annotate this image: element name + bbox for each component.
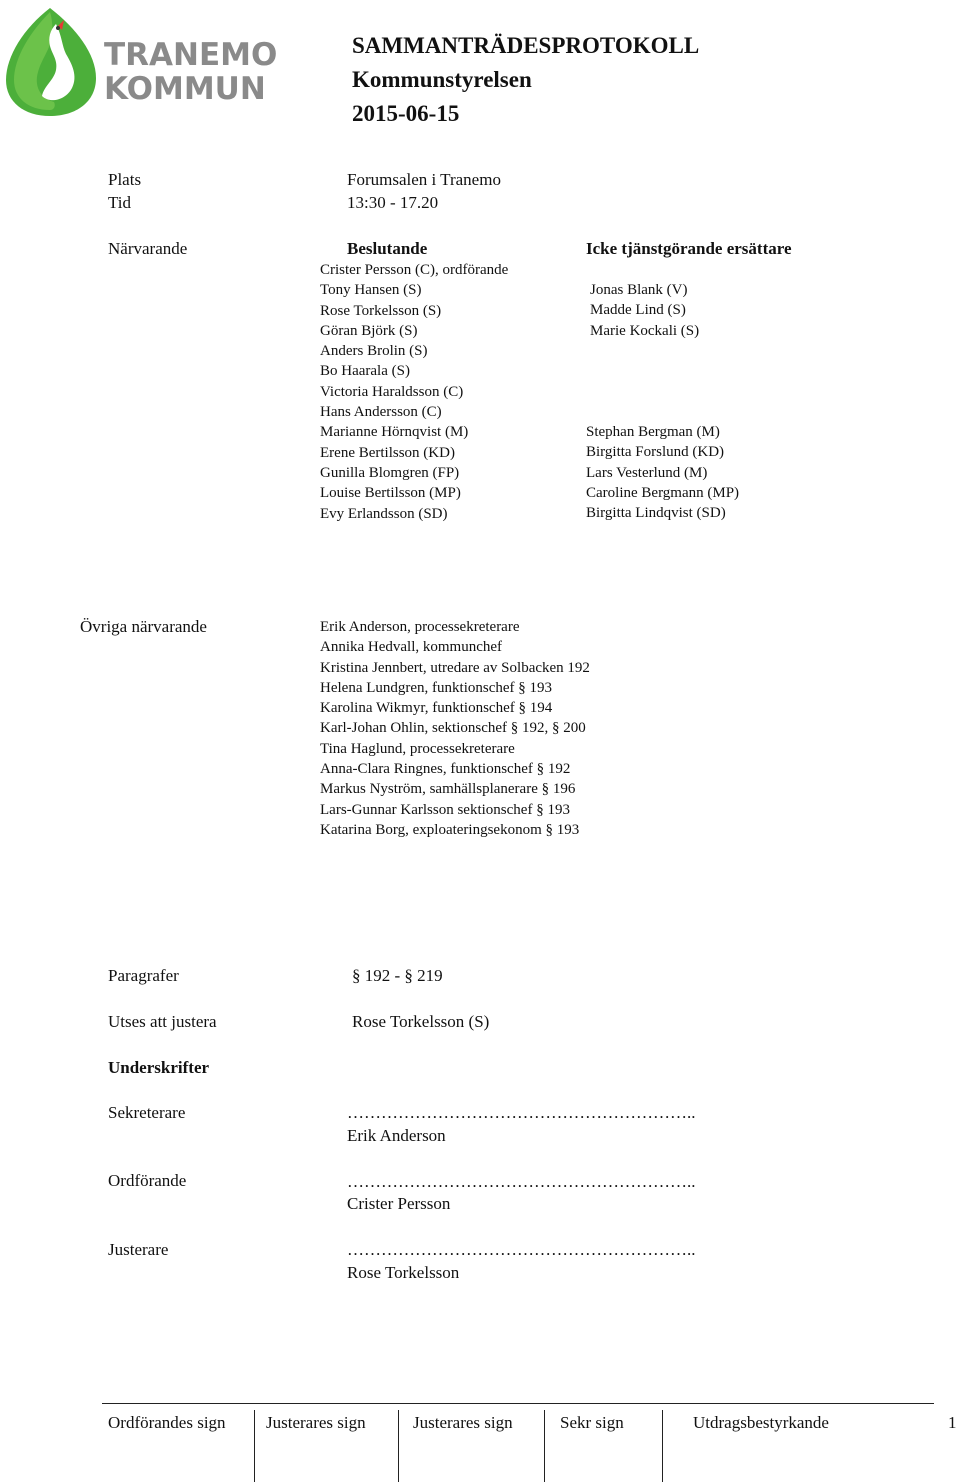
list-item: Annika Hedvall, kommunchef [320,639,503,656]
substitutes-header: Icke tjänstgörande ersättare [586,239,792,258]
adjuster-value: Rose Torkelsson (S) [352,1012,490,1031]
footer-divider [398,1410,399,1482]
list-item: Birgitta Forslund (KD) [586,444,725,461]
footer-cell: Justerares sign [413,1413,513,1432]
list-item: Tina Haglund, processekreterare [320,740,515,757]
paragrafer-label: Paragrafer [108,966,179,985]
list-item: Stephan Bergman (M) [586,424,720,440]
plats-label: Plats [108,170,142,189]
crane-leaf-icon [4,6,100,118]
logo-line-2: KOMMUN [104,71,266,107]
substitutes-list-top [590,280,699,341]
adjuster-label: Utses att justera [108,1012,217,1031]
signature-name: Erik Anderson [347,1126,446,1145]
others-label: Övriga närvarande [80,617,207,636]
list-item: Lars-Gunnar Karlsson sektionschef § 193 [320,801,570,818]
signature-role: Ordförande [108,1171,187,1190]
decision-makers-list [320,260,508,524]
list-item: Erik Anderson, processekreterare [320,619,520,635]
meeting-date: 2015-06-15 [352,101,460,126]
list-item: Karl-Johan Ohlin, sektionschef § 192, § 200 [320,720,586,737]
decision-makers-header: Beslutande [347,239,428,258]
signature-name: Crister Persson [347,1194,451,1213]
others-list [320,617,590,840]
footer-cell: Justerares sign [266,1413,366,1432]
list-item: Jonas Blank (V) [590,282,688,298]
list-item: Helena Lundgren, funktionschef § 193 [320,679,553,696]
signature-name: Rose Torkelsson [347,1263,460,1282]
list-item: Tony Hansen (S) [320,282,422,299]
footer-cell: Sekr sign [560,1413,624,1432]
list-item: Bo Haarala (S) [320,363,410,380]
signature-line: …………………………………………………….. [347,1240,696,1259]
list-item: Hans Andersson (C) [320,404,442,421]
list-item: Gunilla Blomgren (FP) [320,464,460,481]
page-number: 1 [948,1413,957,1432]
list-item: Caroline Bergmann (MP) [586,484,740,501]
list-item: Lars Vesterlund (M) [586,464,708,481]
substitutes-list-bottom [586,422,739,523]
tranemo-kommun-logo [4,6,278,118]
list-item: Victoria Haraldsson (C) [320,383,464,400]
list-item: Louise Bertilsson (MP) [320,485,461,502]
footer-divider [254,1410,255,1482]
list-item: Rose Torkelsson (S) [320,302,442,319]
paragrafer-value: § 192 - § 219 [352,966,443,985]
signatures-heading: Underskrifter [108,1058,210,1077]
document-title: SAMMANTRÄDESPROTOKOLL [352,33,700,58]
footer-cell: Utdragsbestyrkande [693,1413,829,1432]
list-item: Kristina Jennbert, utredare av Solbacken 192 [320,659,590,676]
list-item: Karolina Wikmyr, funktionschef § 194 [320,700,553,717]
list-item: Birgitta Lindqvist (SD) [586,505,726,522]
list-item: Markus Nyström, samhällsplanerare § 196 [320,781,576,798]
list-item: Katarina Borg, exploateringsekonom § 193 [320,821,580,838]
list-item: Evy Erlandsson (SD) [320,505,448,522]
list-item: Göran Björk (S) [320,322,418,339]
list-item: Anna-Clara Ringnes, funktionschef § 192 [320,761,571,778]
signature-line: …………………………………………………….. [347,1103,696,1122]
logo-line-1: TRANEMO [104,37,278,73]
footer-divider [544,1410,545,1482]
list-item: Marianne Hörnqvist (M) [320,424,469,441]
committee-name: Kommunstyrelsen [352,67,532,92]
list-item: Erene Bertilsson (KD) [320,444,455,461]
footer-divider [662,1410,663,1482]
footer-rule [102,1403,934,1404]
plats-value: Forumsalen i Tranemo [347,170,501,189]
list-item: Crister Persson (C), ordförande [320,262,509,278]
list-item: Marie Kockali (S) [590,322,700,339]
list-item: Madde Lind (S) [590,302,686,319]
tid-value: 13:30 - 17.20 [347,193,439,212]
signature-line: …………………………………………………….. [347,1172,696,1191]
footer-cell: Ordförandes sign [108,1413,226,1432]
tid-label: Tid [108,193,132,212]
list-item: Anders Brolin (S) [320,343,428,360]
signature-role: Sekreterare [108,1103,186,1122]
attendance-label: Närvarande [108,239,188,258]
signature-role: Justerare [108,1240,169,1259]
